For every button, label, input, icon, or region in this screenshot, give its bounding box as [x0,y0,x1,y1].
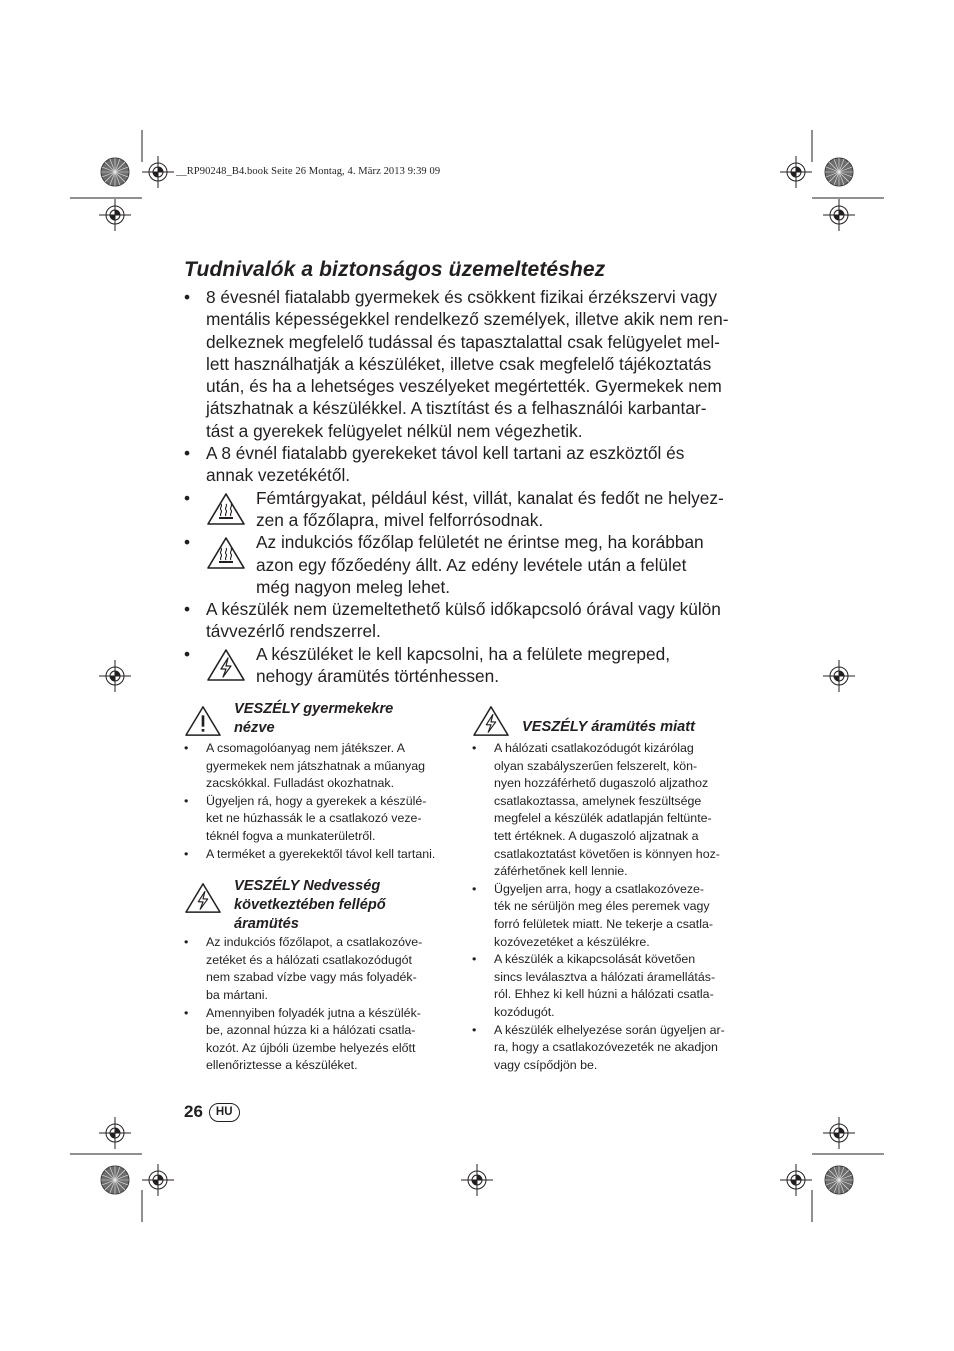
bullet: • [472,1022,477,1037]
list-item [184,487,748,532]
list-item [184,793,456,846]
list-item-text: Az indukciós főzőlap felületét ne érintse meg, ha korábban azon egy főzőedény állt. Az edény levétele után a felület még nagyon meleg lehet. [256,532,704,597]
list-item [184,531,748,598]
safety-bullet-list [184,286,748,687]
bullet: • [184,532,191,553]
list-item-text: 8 évesnél fiatalabb gyermekek és csökkent fizikai érzékszervi vagy mentális képességekkel rendelkező személyek, illetve akik nem ren- delkeznek megfelelő tudással és tapasztalattal csak felügyelet mel- lett használhatják a készüléket, illetve csak megfelelő tájékoztatás után, és ha a lehetséges veszélyeket megértették. Gyermekek nem játszhatnak a készülékkel. A tisztítást és a felhasználói karbantar- tást a gyerekek felügyelet nélkül nem végezhetik. [206,287,729,441]
list-item [184,1005,456,1075]
warning-heading [472,700,750,740]
bullet: • [184,846,189,861]
page-title: Tudnivalók a biztonságos üzemeltetéshez [184,258,606,281]
list-item [184,934,456,1004]
list-item [184,643,748,688]
bullet: • [184,1005,189,1020]
bullet: • [184,287,191,307]
list-item-text: A 8 évnél fiatalabb gyerekeket távol kell tartani az eszköztől és annak vezetékétől. [206,443,685,486]
warning-list [184,740,456,863]
electric-shock-warning-icon [206,647,246,683]
list-item-text: Fémtárgyakat, például kést, villát, kanalat és fedőt ne helyez- zen a főzőlapra, mivel felforrósodnak. [256,487,724,530]
left-warning-column [184,700,456,1075]
bullet: • [184,487,191,508]
book-file-header: __RP90248_B4.book Seite 26 Montag, 4. März 2013 9:39 09 [176,166,441,177]
list-item [184,598,748,643]
list-item [184,442,748,487]
bullet: • [472,952,477,967]
right-warning-column [472,700,750,1074]
bullet: • [184,741,189,755]
bullet: • [184,599,191,620]
electric-shock-warning-icon [184,881,222,915]
warning-title: VESZÉLY gyermekekre nézve [234,701,394,736]
list-item-text: A készülék a kikapcsolását követően sincs leválasztva a hálózati áramellátás- ról. Ehhez ki kell húzni a hálózati csatla- kozódugót. [494,952,716,1019]
exclamation-warning-icon [184,704,222,738]
hot-surface-warning-icon [206,535,246,571]
bullet: • [472,741,477,755]
warning-heading [184,700,456,740]
electric-shock-warning-icon [472,704,510,738]
list-item [472,740,750,881]
list-item-text: A készüléket le kell kapcsolni, ha a felülete megreped, nehogy áramütés történhessen. [256,643,671,687]
list-item [472,881,750,951]
list-item [184,846,456,864]
bullet: • [184,443,191,464]
list-item [472,951,750,1021]
hot-surface-warning-icon [206,491,246,527]
warning-heading [184,877,456,934]
list-item-text: Amennyiben folyadék jutna a készülék- be, azonnal húzza ki a hálózati csatla- kozót. Az újbóli üzembe helyezés előtt ellenőriztesse a készüléket. [206,1005,421,1073]
list-item [472,1022,750,1075]
list-item-text: Ügyeljen arra, hogy a csatlakozóveze- ték ne sérüljön meg éles peremek vagy forró felületek miatt. Ne tekerje a csatla- kozóvezetéket a készülékre. [494,881,713,949]
language-badge: HU [209,1103,240,1122]
list-item-text: A terméket a gyerekektől távol kell tartani. [206,846,436,861]
bullet: • [184,643,191,664]
list-item-text: Az indukciós főzőlapot, a csatlakozóve- zetéket és a hálózati csatlakozódugót nem szabad vízbe vagy más folyadék- ba mártani. [206,935,423,1002]
list-item-text: A hálózati csatlakozódugót kizárólag olyan szabályszerűen felszerelt, kön- nyen hozzáférhető dugaszoló aljzathoz csatlakoztassa, amelynek feszültsége megfelel a készülék adatlapján feltünte- tett értéknek. A dugaszoló aljzatnak a csatlakoztatást követően is könnyen hoz- záférhetőnek kell lennie. [494,741,720,879]
list-item-text: A csomagolóanyag nem játékszer. A gyermekek nem játszhatnak a műanyag zacskókkal. Fulladást okozhatnak. [206,741,426,791]
page-footer [184,1102,240,1122]
list-item-text: A készülék elhelyezése során ügyeljen ar- ra, hogy a csatlakozóvezeték ne akadjon vagy csípődjön be. [494,1022,725,1072]
warning-list [184,934,456,1075]
bullet: • [184,793,189,808]
bullet: • [184,935,189,950]
warning-title: VESZÉLY áramütés miatt [522,719,696,735]
warning-list [472,740,750,1074]
bullet: • [472,881,477,896]
list-item [184,286,748,442]
list-item-text: Ügyeljen rá, hogy a gyerekek a készülé- ket ne húzhassák le a csatlakozó veze- téknél fogva a munkaterületről. [206,793,427,843]
list-item-text: A készülék nem üzemeltethető külső időkapcsoló órával vagy külön távvezérlő rendszerrel. [206,599,721,642]
list-item [184,740,456,793]
warning-title: VESZÉLY Nedvesség következtében fellépő áramütés [234,878,386,933]
page-number: 26 [184,1102,203,1121]
